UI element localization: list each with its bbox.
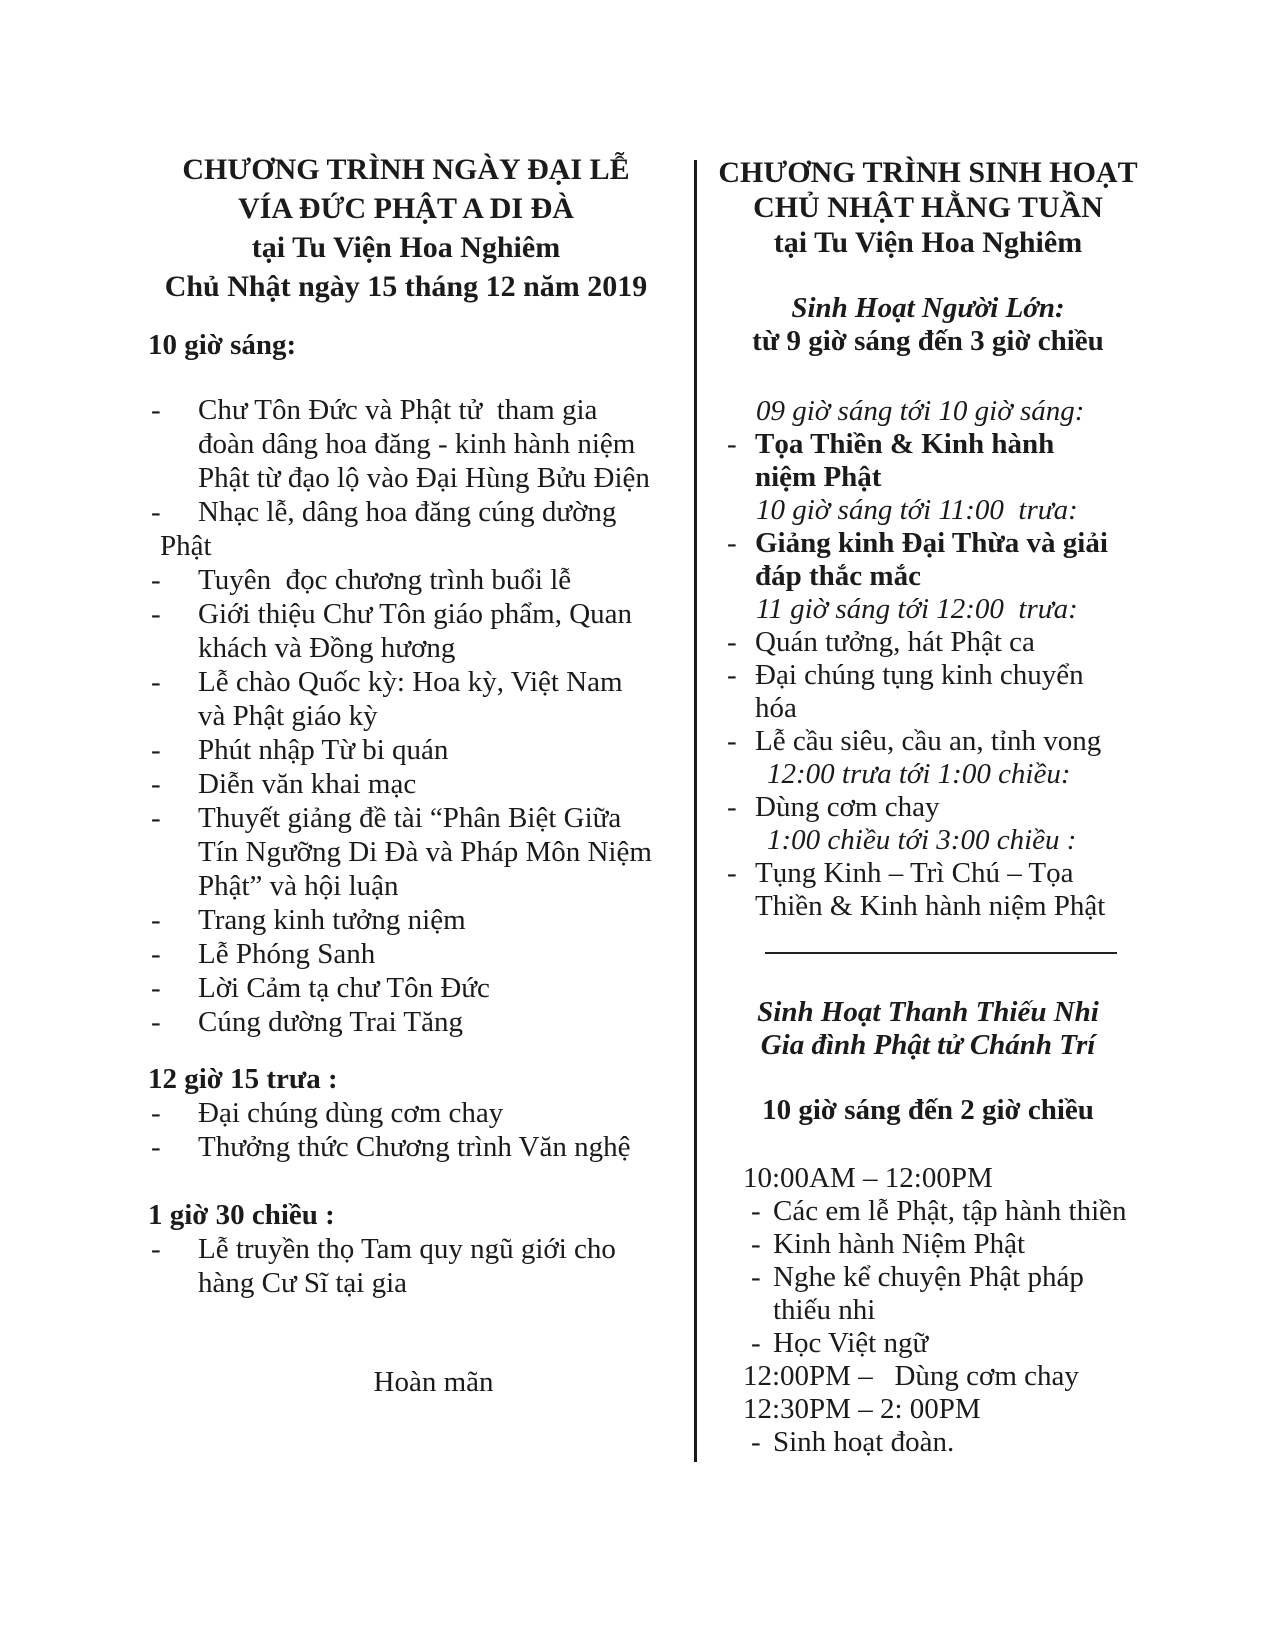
list-item: [148, 563, 664, 597]
bullet-dash: -: [727, 428, 737, 460]
item-text: Lời Cảm tạ chư Tôn Đức: [198, 972, 490, 1004]
activity: [707, 428, 1149, 494]
activity: [707, 725, 1149, 758]
item-text: Phút nhập Từ bi quán: [198, 734, 449, 766]
time-heading-130pm: 1 giờ 30 chiều :: [148, 1199, 335, 1231]
youth-time-slot: 12:00PM – Dùng cơm chay: [743, 1360, 1079, 1392]
list-item: [148, 1232, 664, 1300]
list-item: [148, 495, 664, 563]
item-text: Lễ truyền thọ Tam quy ngũ giới cho hàng Cư Sĩ tại gia: [198, 1233, 616, 1299]
weekly-program-column: [707, 155, 1149, 1459]
item-text: Lễ chào Quốc kỳ: Hoa kỳ, Việt Nam và Phật giáo kỳ: [198, 666, 623, 732]
weekly-title-line: tại Tu Viện Hoa Nghiêm: [773, 226, 1083, 259]
youth-activity: [707, 1426, 1149, 1459]
activity-text: Kinh hành Niệm Phật: [773, 1228, 1026, 1260]
youth-time-slot: 10:00AM – 12:00PM: [743, 1162, 993, 1194]
weekly-title-line: CHỦ NHẬT HẰNG TUẦN: [753, 191, 1103, 224]
event-title-line: CHƯƠNG TRÌNH NGÀY ĐẠI LỄ: [182, 153, 630, 186]
youth-section-heading: Sinh Hoạt Thanh Thiếu Nhi Gia đình Phật tử Chánh Trí: [757, 996, 1099, 1061]
bullet-dash: -: [751, 1195, 761, 1227]
bullet-dash: -: [751, 1228, 761, 1260]
list-item: [148, 971, 664, 1005]
event-title: [148, 150, 664, 306]
list-item: [148, 597, 664, 665]
event-title-line: VÍA ĐỨC PHẬT A DI ĐÀ: [238, 192, 574, 225]
bullet-dash: -: [151, 394, 161, 426]
item-text: Thuyết giảng đề tài “Phân Biệt Giữa Tín Ngưỡng Di Đà và Pháp Môn Niệm Phật” và hội luận: [198, 802, 652, 902]
time-slot: 12:00 trưa tới 1:00 chiều:: [767, 758, 1071, 790]
time-heading-1215pm: 12 giờ 15 trưa :: [148, 1063, 338, 1095]
bullet-dash: -: [151, 802, 161, 834]
bullet-dash: -: [151, 1006, 161, 1038]
bullet-dash: -: [751, 1327, 761, 1359]
activity: [707, 527, 1149, 593]
youth-activity: [707, 1327, 1149, 1360]
youth-activity: [707, 1261, 1149, 1327]
bullet-dash: -: [751, 1261, 761, 1293]
activity: [707, 791, 1149, 824]
activity-text: Đại chúng tụng kinh chuyển hóa: [755, 659, 1084, 724]
list-item: [148, 1005, 664, 1039]
bullet-dash: -: [727, 725, 737, 757]
time-slot: 09 giờ sáng tới 10 giờ sáng:: [756, 395, 1085, 427]
list-item: [148, 767, 664, 801]
activity: [707, 857, 1149, 923]
bullet-dash: -: [151, 1097, 161, 1129]
bullet-dash: -: [151, 734, 161, 766]
time-heading-10am: 10 giờ sáng:: [148, 329, 297, 361]
bullet-dash: -: [151, 938, 161, 970]
activity-text: Giảng kinh Đại Thừa và giải đáp thắc mắc: [755, 527, 1108, 592]
activity-text: Sinh hoạt đoàn.: [773, 1426, 955, 1458]
bullet-dash: -: [151, 972, 161, 1004]
item-text: Cúng dường Trai Tăng: [198, 1006, 463, 1038]
bullet-dash: -: [727, 527, 737, 559]
list-item: [148, 733, 664, 767]
bullet-dash: -: [727, 857, 737, 889]
bullet-dash: -: [151, 904, 161, 936]
closing-text: Hoàn mãn: [373, 1366, 494, 1398]
event-program-column: [148, 150, 664, 1399]
item-text: Tuyên đọc chương trình buổi lễ: [198, 564, 572, 596]
bullet-dash: -: [151, 598, 161, 630]
morning-program-list: [148, 393, 664, 1039]
item-text: Chư Tôn Đức và Phật tử tham gia đoàn dâng hoa đăng - kinh hành niệm Phật từ đạo lộ vào Đại Hùng Bửu Điện: [198, 394, 650, 494]
youth-activity: [707, 1228, 1149, 1261]
bullet-dash: -: [151, 1131, 161, 1163]
adults-hours: từ 9 giờ sáng đến 3 giờ chiều: [752, 325, 1104, 357]
bullet-dash: -: [751, 1426, 761, 1458]
list-item: [148, 665, 664, 733]
bullet-dash: -: [727, 659, 737, 691]
bullet-dash: -: [151, 564, 161, 596]
youth-time-slot: 12:30PM – 2: 00PM: [743, 1393, 981, 1425]
list-item: [148, 1130, 664, 1164]
bullet-dash: -: [151, 768, 161, 800]
weekly-title: [707, 155, 1149, 260]
item-text: Giới thiệu Chư Tôn giáo phẩm, Quan khách và Đồng hương: [198, 598, 633, 664]
item-text: Thưởng thức Chương trình Văn nghệ: [198, 1131, 631, 1163]
event-title-line: Chủ Nhật ngày 15 tháng 12 năm 2019: [164, 270, 648, 303]
activity-text: Tọa Thiền & Kinh hành niệm Phật: [755, 428, 1055, 493]
weekly-title-line: CHƯƠNG TRÌNH SINH HOẠT: [718, 156, 1138, 189]
activity-text: Tụng Kinh – Trì Chú – Tọa Thiền & Kinh hành niệm Phật: [755, 857, 1106, 922]
bullet-dash: -: [151, 496, 161, 528]
activity-text: Các em lễ Phật, tập hành thiền: [773, 1195, 1127, 1227]
activity-text: Lễ cầu siêu, cầu an, tỉnh vong: [755, 725, 1102, 757]
list-item: [148, 801, 664, 903]
column-divider-line: [694, 160, 697, 1462]
adults-schedule: [707, 395, 1149, 923]
activity: [707, 626, 1149, 659]
section-divider-line: [765, 952, 1117, 954]
activity-text: Quán tưởng, hát Phật ca: [755, 626, 1035, 658]
bullet-dash: -: [151, 1233, 161, 1265]
event-title-line: tại Tu Viện Hoa Nghiêm: [251, 231, 561, 264]
bullet-dash: -: [727, 791, 737, 823]
list-item: [148, 393, 664, 495]
item-text: Đại chúng dùng cơm chay: [198, 1097, 504, 1129]
youth-activity: [707, 1195, 1149, 1228]
adults-section-heading: Sinh Hoạt Người Lớn:: [791, 292, 1065, 324]
list-item: [148, 937, 664, 971]
activity: [707, 659, 1149, 725]
item-text: Lễ Phóng Sanh: [198, 938, 376, 970]
bullet-dash: -: [727, 626, 737, 658]
item-text: Nhạc lễ, dâng hoa đăng cúng dường Phật: [160, 496, 617, 562]
youth-schedule: [707, 1162, 1149, 1459]
item-text: Diễn văn khai mạc: [198, 768, 417, 800]
time-slot: 10 giờ sáng tới 11:00 trưa:: [756, 494, 1078, 526]
youth-hours: 10 giờ sáng đến 2 giờ chiều: [762, 1094, 1094, 1126]
list-item: [148, 1096, 664, 1130]
afternoon-program-list: [148, 1232, 664, 1300]
noon-program-list: [148, 1096, 664, 1164]
item-text: Trang kinh tưởng niệm: [198, 904, 466, 936]
bullet-dash: -: [151, 666, 161, 698]
list-item: [148, 903, 664, 937]
time-slot: 1:00 chiều tới 3:00 chiều :: [767, 824, 1077, 856]
time-slot: 11 giờ sáng tới 12:00 trưa:: [756, 593, 1078, 625]
activity-text: Dùng cơm chay: [755, 791, 940, 823]
activity-text: Nghe kể chuyện Phật pháp thiếu nhi: [773, 1261, 1084, 1326]
activity-text: Học Việt ngữ: [773, 1327, 929, 1359]
